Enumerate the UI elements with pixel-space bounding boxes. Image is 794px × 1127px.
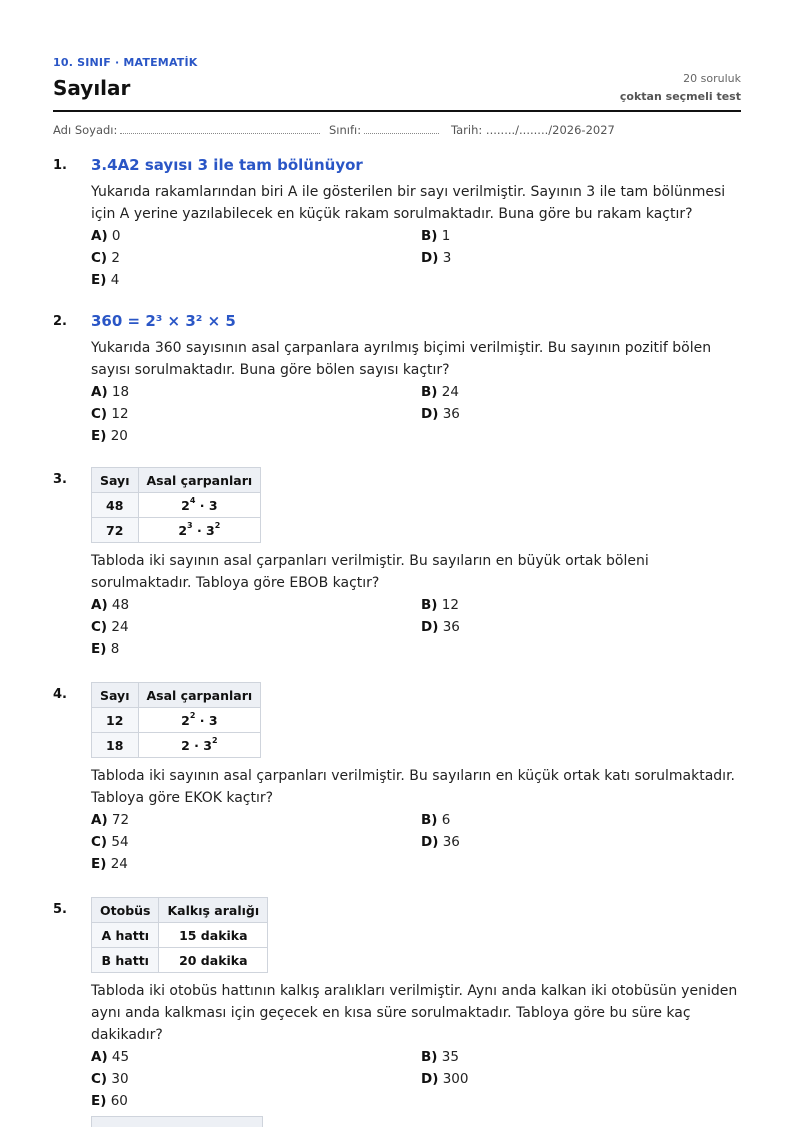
table-cell: $2^4 \cdot 3$ [138,493,261,518]
table-cell: 48 [92,493,139,518]
table-cell: 72 [92,518,139,543]
option-d[interactable]: D) 36 [421,834,460,850]
option-a[interactable]: A) 45 [91,1049,130,1065]
option-e[interactable]: E) 8 [91,641,120,657]
partial-table [91,1116,263,1127]
option-c[interactable]: C) 30 [91,1071,129,1087]
question-number: 3. [53,472,67,487]
date-field[interactable]: Tarih: ......../......../2026-2027 [451,123,615,137]
column-header: Otobüs [92,898,159,923]
option-b[interactable]: B) 12 [421,597,459,613]
option-c[interactable]: C) 12 [91,406,129,422]
table-cell: B hattı [92,948,159,973]
table-header-row [92,898,268,923]
option-b[interactable]: B) 1 [421,228,451,244]
table-cell: 12 [92,708,139,733]
option-e[interactable]: E) 60 [91,1093,128,1109]
subject-kicker: 10. SINIF · MATEMATİK [53,56,198,69]
question-text: Tabloda iki sayının asal çarpanları verilmiştir. Bu sayıların en küçük ortak katı sorulmaktadır. Tabloya göre EKOK kaçtır? [91,768,735,806]
table-cell: $2^3 \cdot 3^2$ [138,518,261,543]
bus-schedule-table [91,897,268,973]
table-cell: $2 \cdot 3^2$ [138,733,261,758]
option-c[interactable]: C) 2 [91,250,120,266]
answer-options [91,597,741,663]
table-row [92,708,261,733]
question-text: Yukarıda 360 sayısının asal çarpanlara ayrılmış biçimi verilmiştir. Bu sayının pozitif bölen sayısı sorulmaktadır. Buna göre bölen sayısı kaçtır? [91,340,712,378]
option-b[interactable]: B) 6 [421,812,451,828]
option-c[interactable]: C) 24 [91,619,129,635]
option-b[interactable]: B) 35 [421,1049,459,1065]
test-type: çoktan seçmeli test [619,90,741,103]
column-header: Kalkış aralığı [159,898,268,923]
answer-options [91,812,741,878]
option-b[interactable]: B) 24 [421,384,459,400]
table-header-row [92,683,261,708]
table-row [92,493,261,518]
option-e[interactable]: E) 20 [91,428,128,444]
table-cell: 20 dakika [159,948,268,973]
prime-factor-table [91,682,261,758]
option-e[interactable]: E) 24 [91,856,128,872]
option-c[interactable]: C) 54 [91,834,129,850]
header-rule [53,110,741,112]
question-text: Yukarıda rakamlarından biri A ile gösterilen bir sayı verilmiştir. Sayının 3 ile tam bölünmesi için A yerine yazılabilecek en küçük rakam sorulmaktadır. Buna göre bu rakam kaçtır? [91,184,726,222]
class-label: Sınıfı: [329,123,362,137]
question-stem: 360 = 2³ × 3² × 5 [91,312,236,330]
option-a[interactable]: A) 72 [91,812,130,828]
table-cell: A hattı [92,923,159,948]
table-header-row [92,468,261,493]
table-row [92,948,268,973]
answer-options [91,228,741,294]
prime-factor-table [91,467,261,543]
name-blank[interactable] [120,123,320,134]
question-text: Tabloda iki sayının asal çarpanları verilmiştir. Bu sayıların en büyük ortak böleni sorulmaktadır. Tabloya göre EBOB kaçtır? [91,553,649,591]
question-number: 1. [53,158,67,173]
table-row [92,733,261,758]
table-cell: $2^2 \cdot 3$ [138,708,261,733]
answer-options [91,384,741,450]
column-header: Sayı [92,468,139,493]
column-header: Sayı [92,683,139,708]
option-d[interactable]: D) 300 [421,1071,469,1087]
column-header: Asal çarpanları [138,468,261,493]
answer-options [91,1049,741,1115]
table-row [92,923,268,948]
column-header: Asal çarpanları [138,683,261,708]
question-count: 20 soruluk [683,72,741,85]
question-stem: 3.4A2 sayısı 3 ile tam bölünüyor [91,156,363,174]
option-d[interactable]: D) 3 [421,250,452,266]
option-a[interactable]: A) 0 [91,228,121,244]
table-cell: 15 dakika [159,923,268,948]
option-e[interactable]: E) 4 [91,272,120,288]
table-row [92,518,261,543]
name-label: Adı Soyadı: [53,123,118,137]
option-d[interactable]: D) 36 [421,619,460,635]
question-number: 5. [53,902,67,917]
option-d[interactable]: D) 36 [421,406,460,422]
question-text: Tabloda iki otobüs hattının kalkış aralıkları verilmiştir. Aynı anda kalkan iki otobüsün yeniden aynı anda kalkması için geçecek en kısa süre sorulmaktadır. Tabloya göre bu süre kaç dakikadır? [91,983,738,1043]
page-title: Sayılar [53,76,131,100]
question-number: 2. [53,314,67,329]
class-field[interactable] [329,123,439,137]
class-blank[interactable] [364,123,439,134]
option-a[interactable]: A) 18 [91,384,130,400]
table-cell: 18 [92,733,139,758]
option-a[interactable]: A) 48 [91,597,130,613]
name-field[interactable] [53,123,320,137]
question-number: 4. [53,687,67,702]
